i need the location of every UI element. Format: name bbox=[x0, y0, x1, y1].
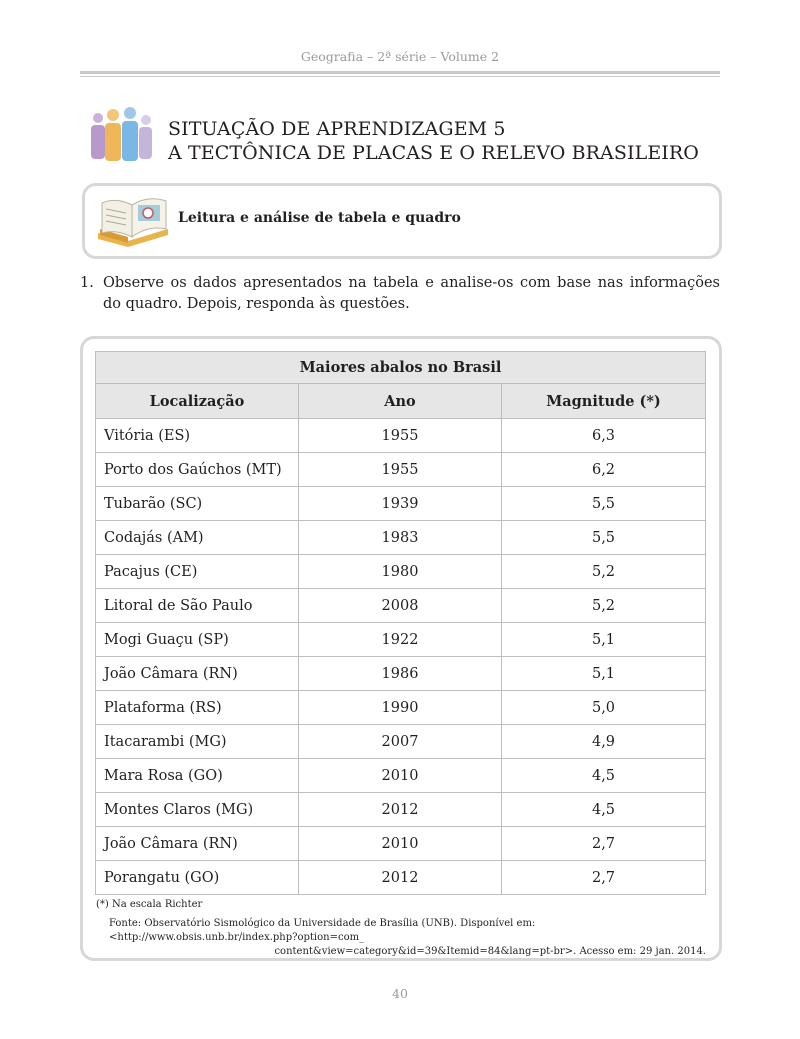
section-title-line-2: A TECTÔNICA DE PLACAS E O RELEVO BRASILEIRO bbox=[168, 142, 699, 164]
cell-magnitude: 6,2 bbox=[502, 453, 706, 487]
cell-year: 1983 bbox=[299, 521, 502, 555]
cell-magnitude: 4,5 bbox=[502, 759, 706, 793]
source-line-1: Fonte: Observatório Sismológico da Universidade de Brasília (UNB). Disponível em: <http://www.obsis.unb.br/index.php?option=com_ bbox=[109, 918, 536, 943]
cell-year: 2012 bbox=[299, 793, 502, 827]
cell-magnitude: 5,2 bbox=[502, 555, 706, 589]
cell-year: 1922 bbox=[299, 623, 502, 657]
cell-location: Itacarambi (MG) bbox=[96, 725, 299, 759]
table-row bbox=[96, 487, 706, 521]
table-row bbox=[96, 589, 706, 623]
cell-location: Codajás (AM) bbox=[96, 521, 299, 555]
table-row bbox=[96, 623, 706, 657]
cell-year: 2008 bbox=[299, 589, 502, 623]
cell-location: Mogi Guaçu (SP) bbox=[96, 623, 299, 657]
cell-location: Mara Rosa (GO) bbox=[96, 759, 299, 793]
table-row bbox=[96, 453, 706, 487]
column-header-magnitude: Magnitude (*) bbox=[502, 384, 706, 419]
open-book-icon bbox=[94, 193, 172, 249]
running-header: Geografia – 2ª série – Volume 2 bbox=[300, 49, 500, 64]
table-row bbox=[96, 725, 706, 759]
cell-year: 1955 bbox=[299, 453, 502, 487]
cell-magnitude: 2,7 bbox=[502, 827, 706, 861]
source-line-2: content&view=category&id=39&Itemid=84&lang=pt-br>. Acesso em: 29 jan. 2014. bbox=[274, 946, 706, 957]
cell-magnitude: 2,7 bbox=[502, 861, 706, 895]
table-row bbox=[96, 793, 706, 827]
table-row bbox=[96, 827, 706, 861]
cell-location: Plataforma (RS) bbox=[96, 691, 299, 725]
cell-location: Porangatu (GO) bbox=[96, 861, 299, 895]
cell-location: João Câmara (RN) bbox=[96, 657, 299, 691]
table-row bbox=[96, 555, 706, 589]
table-title: Maiores abalos no Brasil bbox=[96, 352, 706, 384]
cell-location: Porto dos Gaúchos (MT) bbox=[96, 453, 299, 487]
table-row bbox=[96, 419, 706, 453]
section-title bbox=[168, 117, 699, 165]
cell-location: Vitória (ES) bbox=[96, 419, 299, 453]
table-row bbox=[96, 759, 706, 793]
cell-magnitude: 5,5 bbox=[502, 521, 706, 555]
cell-location: Tubarão (SC) bbox=[96, 487, 299, 521]
table-source bbox=[96, 917, 706, 959]
cell-magnitude: 4,5 bbox=[502, 793, 706, 827]
header-rule-thin bbox=[80, 76, 720, 77]
cell-year: 1939 bbox=[299, 487, 502, 521]
header-rule-thick bbox=[80, 71, 720, 74]
cell-magnitude: 5,5 bbox=[502, 487, 706, 521]
cell-magnitude: 6,3 bbox=[502, 419, 706, 453]
cell-magnitude: 5,1 bbox=[502, 623, 706, 657]
cell-year: 1980 bbox=[299, 555, 502, 589]
cell-location: Montes Claros (MG) bbox=[96, 793, 299, 827]
table-row bbox=[96, 521, 706, 555]
cell-magnitude: 4,9 bbox=[502, 725, 706, 759]
cell-year: 2010 bbox=[299, 827, 502, 861]
people-icon bbox=[86, 104, 158, 166]
cell-year: 2007 bbox=[299, 725, 502, 759]
cell-year: 1990 bbox=[299, 691, 502, 725]
table-row bbox=[96, 657, 706, 691]
cell-year: 1955 bbox=[299, 419, 502, 453]
earthquakes-table bbox=[95, 351, 706, 895]
activity-label: Leitura e análise de tabela e quadro bbox=[178, 210, 461, 226]
table-row bbox=[96, 691, 706, 725]
cell-location: Pacajus (CE) bbox=[96, 555, 299, 589]
cell-magnitude: 5,1 bbox=[502, 657, 706, 691]
question-text: Observe os dados apresentados na tabela e analise-os com base nas informações do quadro. Depois, responda às questões. bbox=[103, 275, 720, 312]
column-header-year: Ano bbox=[299, 384, 502, 419]
table-note: (*) Na escala Richter bbox=[96, 899, 203, 910]
page-number: 40 bbox=[392, 986, 408, 1001]
cell-location: Litoral de São Paulo bbox=[96, 589, 299, 623]
cell-magnitude: 5,0 bbox=[502, 691, 706, 725]
column-header-location: Localização bbox=[96, 384, 299, 419]
table-row bbox=[96, 861, 706, 895]
cell-year: 2010 bbox=[299, 759, 502, 793]
section-title-line-1: SITUAÇÃO DE APRENDIZAGEM 5 bbox=[168, 118, 506, 140]
question-number: 1. bbox=[80, 275, 94, 291]
cell-year: 2012 bbox=[299, 861, 502, 895]
cell-magnitude: 5,2 bbox=[502, 589, 706, 623]
cell-location: João Câmara (RN) bbox=[96, 827, 299, 861]
cell-year: 1986 bbox=[299, 657, 502, 691]
